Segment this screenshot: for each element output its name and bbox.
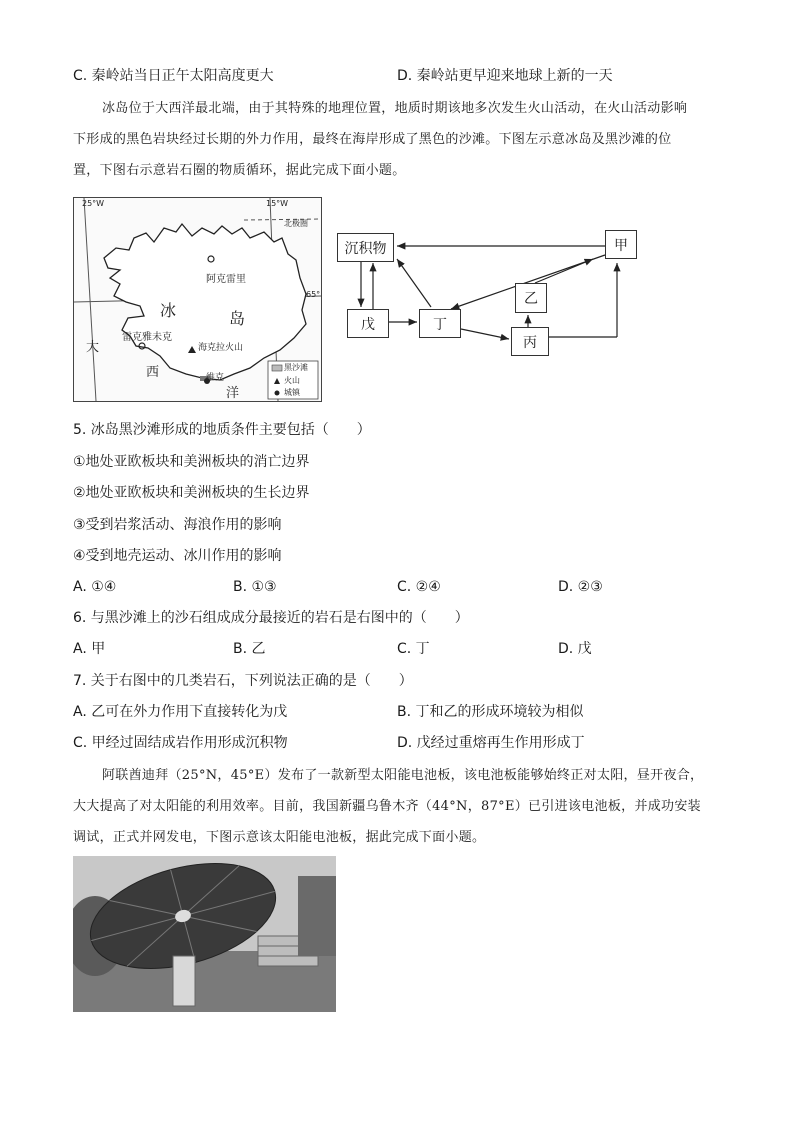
solar-panel-svg [73, 856, 336, 1012]
label-island-1: 冰 [160, 301, 177, 320]
box-yi: 乙 [515, 283, 547, 313]
q7-option-a: A. 乙可在外力作用下直接转化为戊 [73, 704, 288, 720]
q6-stem: 6. 与黑沙滩上的沙石组成成分最接近的岩石是右图中的（ ） [73, 610, 469, 626]
q5-stem: 5. 冰岛黑沙滩形成的地质条件主要包括（ ） [73, 422, 371, 438]
q7-option-d: D. 戊经过重熔再生作用形成丁 [397, 735, 585, 751]
box-sediment: 沉积物 [337, 233, 394, 262]
q6-option-c: C. 丁 [397, 641, 430, 657]
iceland-map [73, 197, 322, 402]
label-15w: 15°W [266, 199, 289, 208]
iceland-outline [104, 224, 306, 380]
label-25w: 25°W [82, 199, 105, 208]
legend-beach-label: 黑沙滩 [284, 363, 308, 372]
option-d-prev: D. 秦岭站更早迎来地球上新的一天 [397, 68, 613, 84]
q7-option-c: C. 甲经过固结成岩作用形成沉积物 [73, 735, 288, 751]
box-wu: 戊 [347, 309, 389, 338]
arctic-circle-line [244, 219, 321, 220]
passage1-line3: 置，下图右示意岩石圈的物质循环，据此完成下面小题。 [73, 163, 406, 178]
q5-item-4: ④受到地壳运动、冰川作用的影响 [73, 548, 282, 564]
arrow-ding-bing [461, 329, 509, 339]
legend-volcano-label: 火山 [284, 376, 300, 385]
q5-option-a: A. ①④ [73, 579, 117, 595]
label-akureyri: 阿克雷里 [206, 274, 246, 285]
q7-option-b: B. 丁和乙的形成环境较为相似 [397, 704, 584, 720]
q5-item-3: ③受到岩浆活动、海浪作用的影响 [73, 517, 282, 533]
q6-option-d: D. 戊 [558, 641, 592, 657]
box-ding: 丁 [419, 309, 461, 338]
q5-option-b: B. ①③ [233, 579, 277, 595]
legend-city-label: 城镇 [284, 388, 300, 397]
legend-city-icon [275, 391, 280, 396]
passage2-line2: 大大提高了对太阳能的利用效率。目前，我国新疆乌鲁木齐（44°N，87°E）已引进该电池板，并成功安装 [73, 799, 701, 814]
label-65: 65° [306, 290, 321, 299]
passage2-line3: 调试，正式并网发电，下图示意该太阳能电池板，据此完成下面小题。 [73, 830, 486, 845]
rock-cycle-diagram [335, 225, 635, 355]
q5-item-1: ①地处亚欧板块和美洲板块的消亡边界 [73, 454, 310, 470]
q5-item-2: ②地处亚欧板块和美洲板块的生长边界 [73, 485, 310, 501]
passage1-line2: 下形成的黑色岩块经过长期的外力作用，最终在海岸形成了黑色的沙滩。下图左示意冰岛及黑沙滩的位 [73, 132, 672, 147]
box-bing: 丙 [511, 327, 549, 356]
arrow-yi-jia [535, 259, 593, 283]
option-c-prev: C. 秦岭站当日正午太阳高度更大 [73, 68, 274, 84]
arrow-ding-sediment [397, 259, 431, 307]
label-arctic-circle: 北极圈 [284, 219, 308, 228]
meridian-25w [84, 198, 96, 401]
q6-option-b: B. 乙 [233, 641, 266, 657]
legend-beach-swatch [272, 365, 282, 371]
passage1-line1: 冰岛位于大西洋最北端，由于其特殊的地理位置，地质时期该地多次发生火山活动，在火山活动影响 [102, 101, 688, 116]
label-ocean-2: 西 [146, 365, 160, 380]
q5-option-c: C. ②④ [397, 579, 441, 595]
photo-pole [173, 956, 195, 1006]
label-hekla: 海克拉火山 [198, 343, 244, 353]
label-vik: 维克 [206, 373, 225, 383]
solar-panel-photo [73, 856, 336, 1012]
label-ocean-1: 大 [86, 340, 100, 355]
label-reykjavik: 雷克雅未克 [122, 332, 172, 343]
label-ocean-3: 洋 [226, 386, 240, 401]
q5-option-d: D. ②③ [558, 579, 603, 595]
q6-option-a: A. 甲 [73, 641, 106, 657]
photo-trees-right [298, 876, 336, 956]
box-jia: 甲 [605, 230, 637, 259]
passage2-line1: 阿联酋迪拜（25°N，45°E）发布了一款新型太阳能电池板，该电池板能够始终正对太阳，昼开夜合， [102, 768, 704, 783]
q7-stem: 7. 关于右图中的几类岩石，下列说法正确的是（ ） [73, 673, 413, 689]
label-island-2: 岛 [229, 309, 246, 328]
